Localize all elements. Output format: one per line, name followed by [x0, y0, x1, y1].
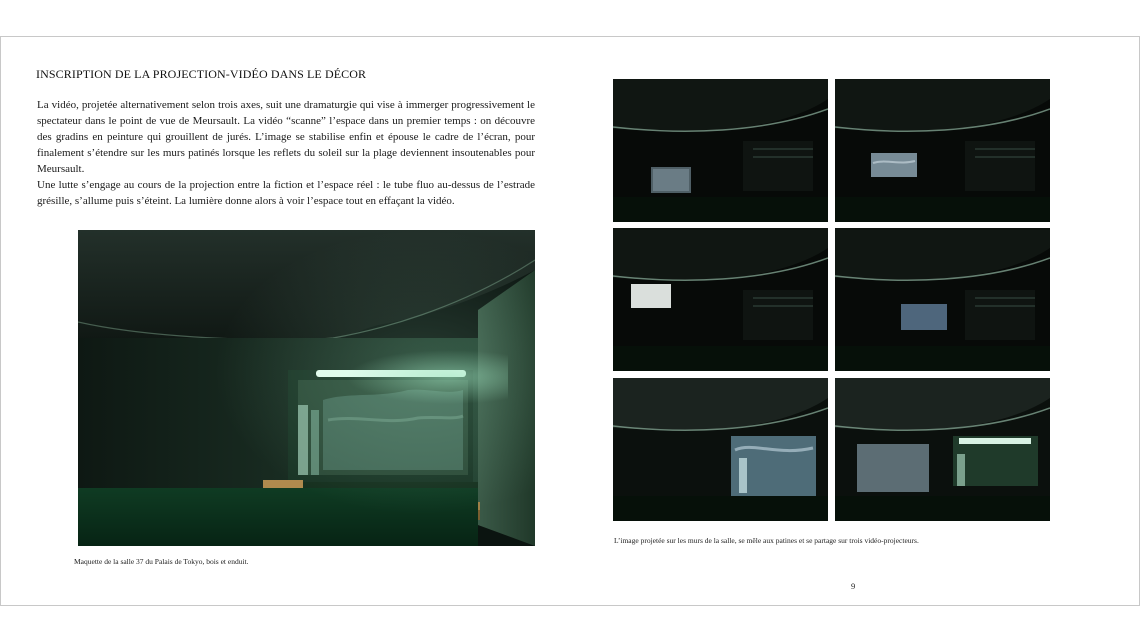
- model-room-illustration: [78, 230, 535, 546]
- grid-photo-1: [613, 79, 828, 222]
- grid-photo-6: [835, 378, 1050, 521]
- grid-photo-5: [613, 378, 828, 521]
- section-title: INSCRIPTION DE LA PROJECTION-VIDÉO DANS LE DÉCOR: [36, 67, 367, 81]
- main-photo-caption: Maquette de la salle 37 du Palais de Tokyo, bois et enduit.: [74, 557, 249, 566]
- body-text: [37, 97, 535, 209]
- grid-photo-3: [613, 228, 828, 371]
- main-photo-model-room: [78, 230, 535, 546]
- paragraph-2: Une lutte s’engage au cours de la projection entre la fiction et l’espace réel : le tube fluo au-dessus de l’estrade grésille, s’allume puis s’éteint. La lumière donne alors à voir l’espace tout en effaçant la vidéo.: [37, 179, 535, 207]
- projection-still-6: [835, 378, 1050, 521]
- projection-still-5: [613, 378, 828, 521]
- grid-photo-2: [835, 79, 1050, 222]
- paragraph-1: La vidéo, projetée alternativement selon trois axes, suit une dramaturgie qui vise à immerger progressivement le spectateur dans le point de vue de Meursault. La vidéo “scanne” l’espace dans un premier temps : on découvre des gradins en peinture qui grouillent de jurés. L’image se stabilise enfin et épouse le cadre de l’écran, pour finalement s’étendre sur les murs patinés lorsque les reflets du soleil sur la plage deviennent insoutenables pour Meursault.: [37, 99, 535, 175]
- page-spread: [0, 36, 1140, 606]
- grid-photo-4: [835, 228, 1050, 371]
- photo-grid-caption: L’image projetée sur les murs de la salle, se mêle aux patines et se partage sur trois vidéo-projecteurs.: [614, 536, 919, 545]
- projection-still-4: [835, 228, 1050, 371]
- projection-still-3: [613, 228, 828, 371]
- projection-still-1: [613, 79, 828, 222]
- page-number: 9: [851, 581, 856, 591]
- projection-still-2: [835, 79, 1050, 222]
